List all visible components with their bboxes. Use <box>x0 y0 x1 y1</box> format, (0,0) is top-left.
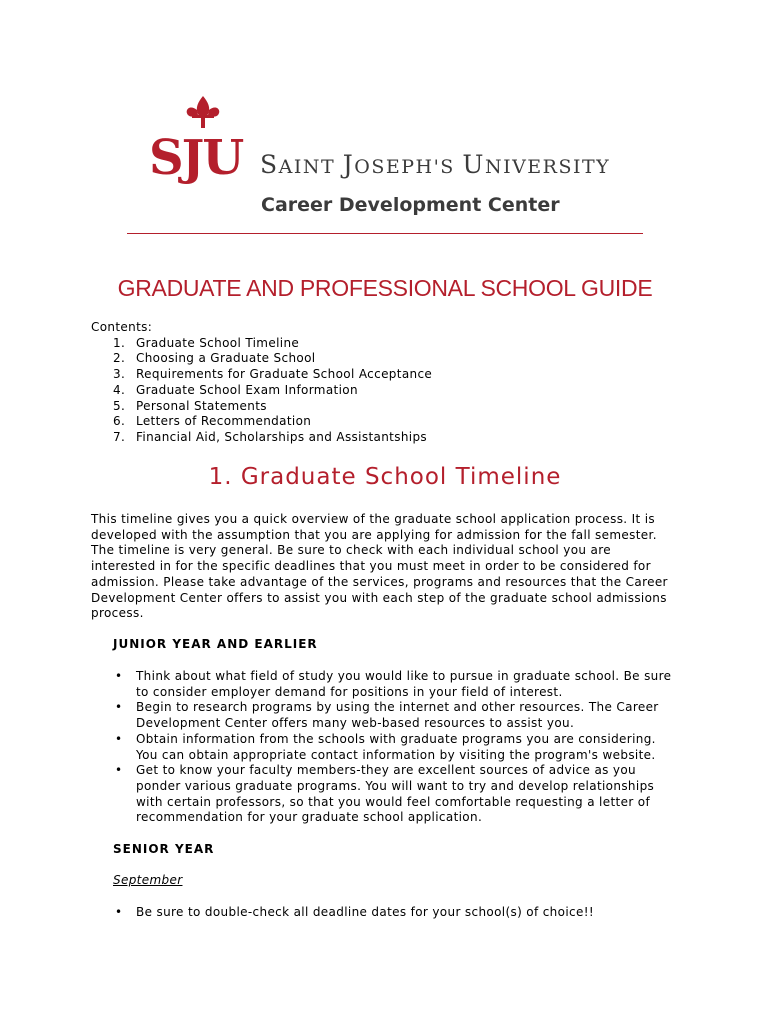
contents-item <box>91 351 432 367</box>
contents-item-number: 1. <box>113 335 126 350</box>
university-name: SAINT JOSEPH'S UNIVERSITY <box>260 150 611 179</box>
career-center-name: Career Development Center <box>261 194 560 216</box>
intro-paragraph: This timeline gives you a quick overview of the graduate school application process. It is developed with the assumption that you are applying for admission for the fall semester. The timeline is very general. Be sure to check with each individual school you are interested in for the specific deadlines that you must meet in order to be considered for admission. Please take advantage of the services, programs and resources that the Career Development Center offers to assist you with each step of the graduate school admissions process. <box>91 512 668 621</box>
contents-item-number: 3. <box>113 367 126 382</box>
contents-label: Contents: <box>91 320 153 334</box>
bullet-item: • Be sure to double-check all deadline dates for your school(s) of choice!! <box>113 905 693 921</box>
contents-item <box>91 336 432 352</box>
header-divider <box>127 233 643 234</box>
contents-item-label: Graduate School Exam Information <box>136 382 358 397</box>
contents-item-label: Letters of Recommendation <box>136 414 312 429</box>
contents-item-label: Choosing a Graduate School <box>136 351 316 366</box>
junior-year-heading: JUNIOR YEAR AND EARLIER <box>113 637 318 651</box>
contents-item-number: 2. <box>113 351 126 366</box>
contents-item-number: 4. <box>113 382 126 397</box>
contents-item-label: Graduate School Timeline <box>136 335 300 350</box>
contents-item-number: 6. <box>113 414 126 429</box>
contents-item-label: Personal Statements <box>136 398 267 413</box>
bullet-item: • Begin to research programs by using the internet and other resources. The Career Development Center offers many web-based resources to assist you. <box>113 700 693 731</box>
contents-item-number: 7. <box>113 429 126 444</box>
sju-letters: SJU <box>149 130 243 186</box>
contents-item <box>91 367 432 383</box>
contents-item-label: Requirements for Graduate School Acceptance <box>136 367 433 382</box>
table-of-contents <box>91 320 432 446</box>
contents-item <box>91 383 432 399</box>
bullet-item: • Obtain information from the schools with graduate programs you are considering. You can obtain appropriate contact information by visiting the program's website. <box>113 732 693 763</box>
senior-year-list <box>113 905 693 921</box>
contents-item <box>91 414 432 430</box>
month-label: September <box>113 873 183 887</box>
bullet-item: • Get to know your faculty members-they are excellent sources of advice as you ponder various graduate programs. You will want to try and develop relationships with certain professors, so that you would feel comfortable requesting a letter of recommendation for your graduate school application. <box>113 763 693 826</box>
senior-year-heading: SENIOR YEAR <box>113 842 215 856</box>
bullet-item: • Think about what field of study you would like to pursue in graduate school. Be sure to consider employer demand for positions in your field of interest. <box>113 669 693 700</box>
section-title: 1. Graduate School Timeline <box>208 464 562 490</box>
contents-item-label: Financial Aid, Scholarships and Assistantships <box>136 429 428 444</box>
contents-list <box>91 336 432 446</box>
sju-fleur-de-lis-logo-icon <box>148 94 254 190</box>
junior-year-list <box>113 669 693 826</box>
contents-item-number: 5. <box>113 398 126 413</box>
contents-item <box>91 430 432 446</box>
document-title: GRADUATE AND PROFESSIONAL SCHOOL GUIDE <box>117 275 653 301</box>
sju-logo <box>148 94 648 224</box>
contents-item <box>91 399 432 415</box>
